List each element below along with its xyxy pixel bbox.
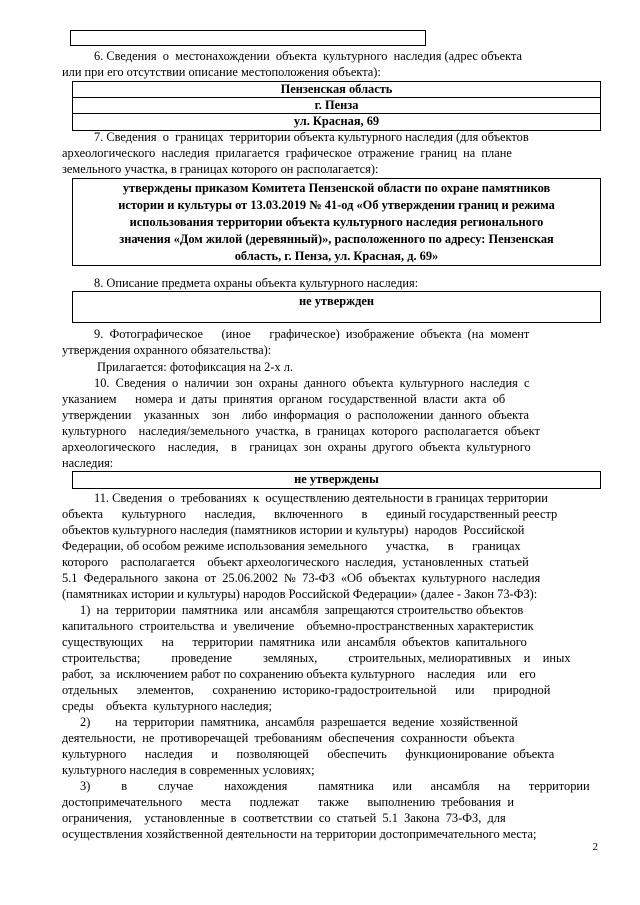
boundaries-line-2: истории и культуры от 13.03.2019 № 41-од «Об утверждении границ и режима	[118, 198, 555, 212]
location-street: ул. Красная, 69	[293, 114, 380, 128]
section11-line-4: Федерации, об особом режиме использования земельного участка, в границах	[62, 539, 521, 553]
section10-line-5: археологического наследия, в границах зон охраны другого объекта культурного	[62, 440, 531, 454]
item3-line-4: осуществления хозяйственной деятельности на территории достопримечательного места;	[62, 827, 537, 841]
section10-line-6: наследия:	[62, 456, 114, 470]
location-city: г. Пенза	[314, 98, 359, 112]
section7-line-1: 7. Сведения о границах территории объекта культурного наследия (для объектов	[94, 130, 529, 144]
section9-line-2: утверждения охранного обязательства):	[62, 343, 272, 357]
item1-line-2: капитального строительства и увеличение объемно-пространственных характеристик	[62, 619, 534, 633]
boundaries-line-1: утверждены приказом Комитета Пензенской области по охране памятников	[122, 181, 551, 195]
boundaries-line-3: использования территории объекта культурного наследия регионального	[129, 215, 544, 229]
previous-field-box	[70, 30, 426, 46]
protection-zones-box	[72, 471, 601, 489]
section7-line-3: земельного участка, в границах которого он располагается):	[62, 162, 379, 176]
item1-line-1: 1) на территории памятника или ансамбля запрещаются строительство объектов	[80, 603, 524, 617]
section10-line-1: 10. Сведения о наличии зон охраны данного объекта культурного наследия с	[94, 376, 530, 390]
item2-line-3: культурного наследия и позволяющей обеспечить функционирование объекта	[62, 747, 555, 761]
protection-zones-value: не утверждены	[294, 472, 379, 486]
page-number: 2	[592, 841, 598, 853]
section10-line-3: утверждении указанных зон либо информация о расположении данного объекта	[62, 408, 530, 422]
boundaries-box	[72, 178, 601, 266]
section10-line-4: культурного наследия/земельного участка, в границах которого располагается объект	[62, 424, 540, 438]
item3-line-1: 3) в случае нахождения памятника или ансамбля на территории	[80, 779, 590, 793]
section8-line: 8. Описание предмета охраны объекта культурного наследия:	[94, 276, 419, 290]
section6-line-1: 6. Сведения о местонахождении объекта культурного наследия (адрес объекта	[94, 49, 523, 63]
section11-line-7: (памятниках истории и культуры) народов Российской Федерации» (далее - Закон 73-ФЗ):	[62, 587, 538, 601]
section11-line-5: которого располагается объект археологического наследия, установленных статьей	[62, 555, 529, 569]
item1-line-3: существующих на территории памятника или ансамбля объектов капитального	[62, 635, 527, 649]
section11-line-2: объекта культурного наследия, включенного в единый государственный реестр	[62, 507, 558, 521]
item3-line-2: достопримечательного места подлежат также выполнению требования и	[62, 795, 514, 809]
item1-line-7: среды объекта культурного наследия;	[62, 699, 272, 713]
section9-attached: Прилагается: фотофиксация на 2-х л.	[97, 360, 294, 374]
item2-line-1: 2) на территории памятника, ансамбля разрешается ведение хозяйственной	[80, 715, 518, 729]
section10-line-2: указанием номера и даты принятия органом государственной власти акта об	[62, 392, 506, 406]
section11-line-3: объектов культурного наследия (памятников истории и культуры) народов Российской	[62, 523, 525, 537]
protection-subject-value: не утвержден	[299, 294, 374, 308]
item2-line-4: культурного наследия в современных условиях;	[62, 763, 315, 777]
section9-line-1: 9. Фотографическое (иное графическое) изображение объекта (на момент	[94, 327, 530, 341]
item3-line-3: ограничения, установленные в соответствии со статьей 5.1 Закона 73-ФЗ, для	[62, 811, 506, 825]
location-region: Пензенская область	[280, 82, 393, 96]
boundaries-line-5: область, г. Пенза, ул. Красная, д. 69»	[234, 249, 439, 263]
item1-line-6: отдельных элементов, сохранению историко-градостроительной или природной	[62, 683, 551, 697]
section11-line-6: 5.1 Федерального закона от 25.06.2002 № 73-ФЗ «Об объектах культурного наследия	[62, 571, 541, 585]
item1-line-5: работ, за исключением работ по сохранению объекта культурного наследия или его	[62, 667, 536, 681]
location-box	[72, 81, 601, 131]
item2-line-2: деятельности, не противоречащей требованиям обеспечения сохранности объекта	[62, 731, 515, 745]
item1-line-4: строительства; проведение земляных, строительных, мелиоративных и иных	[62, 651, 571, 665]
protection-subject-box	[72, 291, 601, 323]
section7-line-2: археологического наследия прилагается графическое отражение границ на плане	[62, 146, 512, 160]
section6-line-2: или при его отсутствии описание местоположения объекта):	[62, 65, 381, 79]
boundaries-line-4: значения «Дом жилой (деревянный)», расположенного по адресу: Пензенская	[119, 232, 554, 246]
section11-line-1: 11. Сведения о требованиях к осуществлению деятельности в границах территории	[94, 491, 548, 505]
